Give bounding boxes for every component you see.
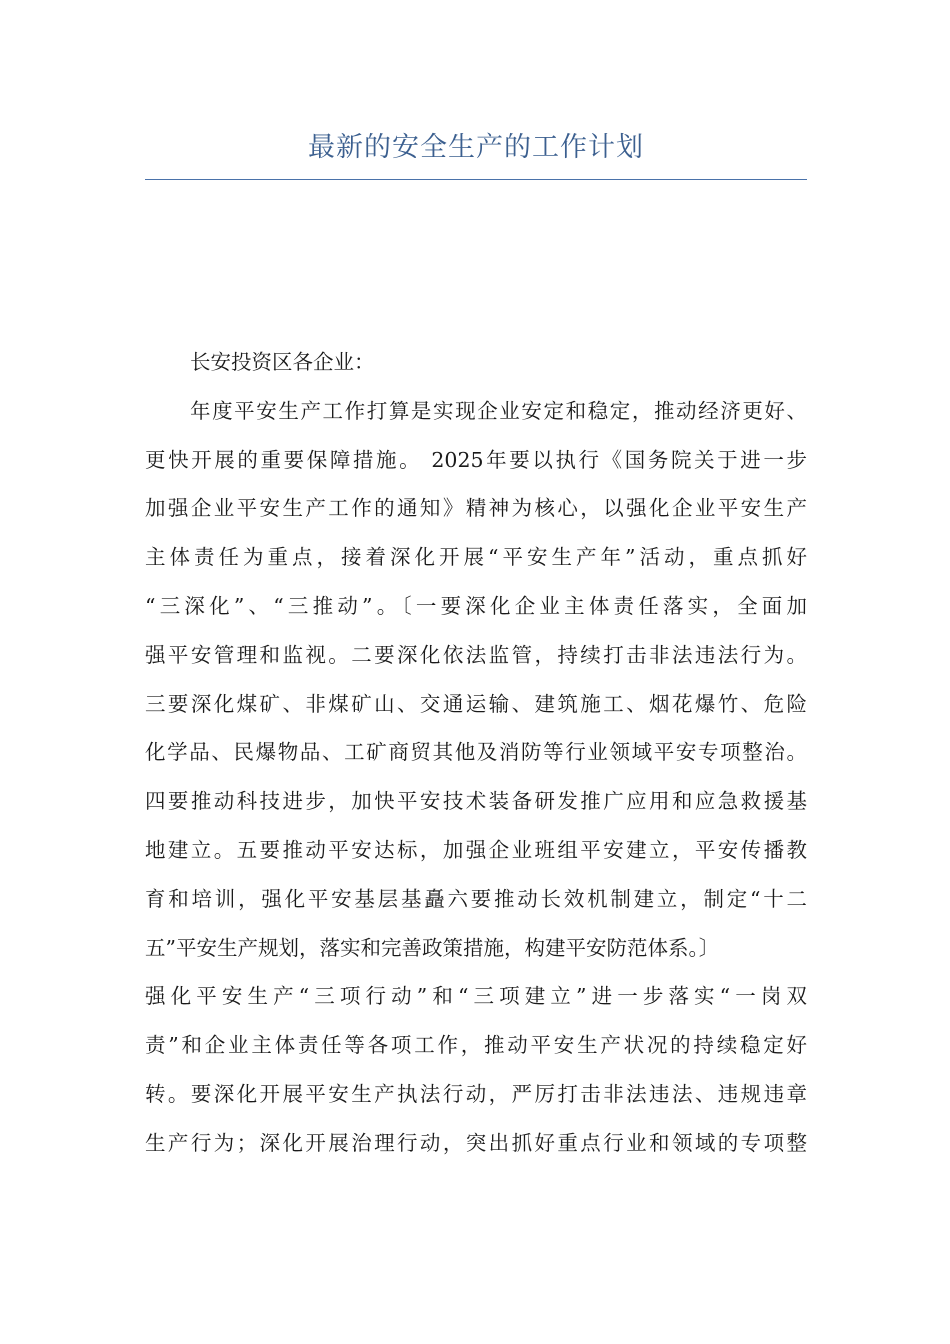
title-underline xyxy=(145,179,807,180)
paragraph-line: 强平安管理和监视。二要深化依法监管，持续打击非法违法行为。 xyxy=(145,642,807,667)
paragraph-line: 转。要深化开展平安生产执法行动，严厉打击非法违法、违规违章 xyxy=(145,1081,807,1106)
paragraph-line: 育和培训，强化平安基层基矗六要推动长效机制建立，制定“十二 xyxy=(145,886,807,911)
paragraph-line: 三要深化煤矿、非煤矿山、交通运输、建筑施工、烟花爆竹、危险 xyxy=(145,691,807,716)
paragraph-line: 四要推动科技进步，加快平安技术装备研发推广应用和应急救援基 xyxy=(145,789,807,814)
document-body xyxy=(145,338,807,1168)
paragraph-line: 地建立。五要推动平安达标，加强企业班组平安建立，平安传播教 xyxy=(145,837,807,862)
paragraph-line: 五”平安生产规划，落实和完善政策措施，构建平安防范体系。〕 xyxy=(145,935,720,960)
body-paragraph xyxy=(145,387,807,1168)
paragraph-line: 责”和企业主体责任等各项工作，推动平安生产状况的持续稳定好 xyxy=(145,1033,807,1058)
salutation: 长安投资区各企业： xyxy=(190,350,375,374)
paragraph-line: 年度平安生产工作打算是实现企业安定和稳定，推动经济更好、 xyxy=(190,398,807,423)
paragraph-line: 加强企业平安生产工作的通知》精神为核心，以强化企业平安生产 xyxy=(145,496,807,521)
paragraph-line: 化学品、民爆物品、工矿商贸其他及消防等行业领域平安专项整治。 xyxy=(145,740,807,765)
paragraph-line: 生产行为；深化开展治理行动，突出抓好重点行业和领域的专项整 xyxy=(145,1130,807,1155)
document-title: 最新的安全生产的工作计划 xyxy=(308,132,644,163)
paragraph-line: 强化平安生产“三项行动”和“三项建立”进一步落实“一岗双 xyxy=(145,984,807,1009)
paragraph-line: “三深化”、“三推动”。〔一要深化企业主体责任落实，全面加 xyxy=(145,593,807,618)
paragraph-line: 主体责任为重点，接着深化开展“平安生产年”活动，重点抓好 xyxy=(145,545,807,570)
paragraph-line: 更快开展的重要保障措施。 2025年要以执行《国务院关于进一步 xyxy=(145,447,807,472)
